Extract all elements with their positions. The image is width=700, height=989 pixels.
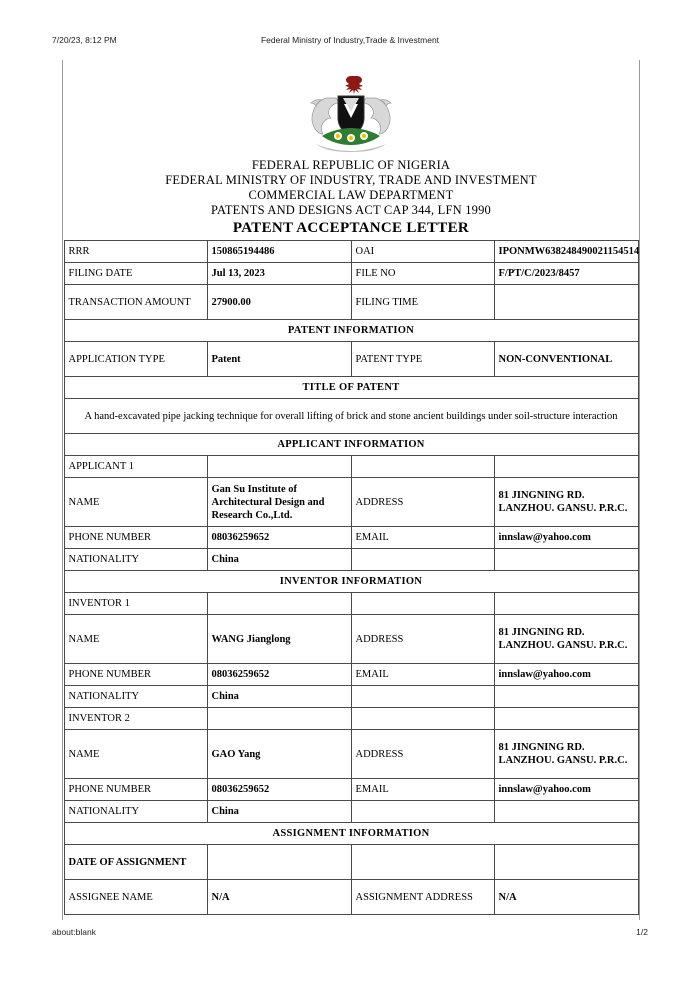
inventor-2-phone-value: 08036259652 — [207, 779, 351, 801]
section-row-assignment-information — [64, 823, 638, 845]
filing-date-value: Jul 13, 2023 — [207, 263, 351, 285]
oai-value: IPONMW638248490021154514 — [494, 241, 638, 263]
table-row-applicant-name — [64, 478, 638, 527]
rrr-label: RRR — [64, 241, 207, 263]
applicant-nationality-blank-d — [494, 549, 638, 571]
assignment-information-section-label: ASSIGNMENT INFORMATION — [64, 823, 638, 845]
inventor-1-nationality-label: NATIONALITY — [64, 686, 207, 708]
table-row-inventor-1-header — [64, 593, 638, 615]
application-type-label: APPLICATION TYPE — [64, 342, 207, 377]
inventor-1-email-value: innslaw@yahoo.com — [494, 664, 638, 686]
heading-line-4: PATENTS AND DESIGNS ACT CAP 344, LFN 1990 — [210, 203, 491, 217]
table-row-inventor-1-name — [64, 615, 638, 664]
inventor-1-blank-b — [207, 593, 351, 615]
print-page-number: 1/2 — [636, 927, 648, 937]
table-row-inventor-2-header — [64, 708, 638, 730]
browser-print-header — [0, 35, 700, 51]
applicant-name-label: NAME — [64, 478, 207, 527]
assignment-address-value: N/A — [494, 880, 638, 915]
transaction-amount-label: TRANSACTION AMOUNT — [64, 285, 207, 320]
inventor-2-blank-d — [494, 708, 638, 730]
browser-print-footer — [0, 927, 700, 941]
applicant-email-label: EMAIL — [351, 527, 494, 549]
title-of-patent-value: A hand-excavated pipe jacking technique for overall lifting of brick and stone ancient buildings under soil-structure interaction — [64, 399, 638, 434]
inventor-2-nationality-blank-d — [494, 801, 638, 823]
inventor-2-email-value: innslaw@yahoo.com — [494, 779, 638, 801]
table-row-title-value — [64, 399, 638, 434]
page-title: PATENT ACCEPTANCE LETTER — [232, 220, 470, 236]
table-row-inventor-2-name — [64, 730, 638, 779]
applicant-name-value: Gan Su Institute of Architectural Design and Research Co.,Ltd. — [207, 478, 351, 527]
title-of-patent-section-label: TITLE OF PATENT — [64, 377, 638, 399]
assignee-name-value: N/A — [207, 880, 351, 915]
table-row-inventor-1-phone — [64, 664, 638, 686]
assignment-address-label: ASSIGNMENT ADDRESS — [351, 880, 494, 915]
table-row-inventor-2-nationality — [64, 801, 638, 823]
date-of-assignment-label: DATE OF ASSIGNMENT — [64, 845, 207, 880]
inventor-2-name-value: GAO Yang — [207, 730, 351, 779]
applicant-1-blank-b — [207, 456, 351, 478]
print-url: about:blank — [52, 927, 96, 937]
applicant-information-section-label: APPLICANT INFORMATION — [64, 434, 638, 456]
filing-date-label: FILING DATE — [64, 263, 207, 285]
applicant-address-value: 81 JINGNING RD. LANZHOU. GANSU. P.R.C. — [494, 478, 638, 527]
table-row-date-of-assignment — [64, 845, 638, 880]
heading-line-2: FEDERAL MINISTRY OF INDUSTRY, TRADE AND INVESTMENT — [165, 173, 537, 187]
rrr-value: 150865194486 — [207, 241, 351, 263]
date-of-assignment-blank-d — [494, 845, 638, 880]
inventor-2-nationality-blank-c — [351, 801, 494, 823]
inventor-1-nationality-blank-c — [351, 686, 494, 708]
file-no-label: FILE NO — [351, 263, 494, 285]
table-row-transaction-amount — [64, 285, 638, 320]
section-row-title-of-patent — [64, 377, 638, 399]
inventor-1-blank-d — [494, 593, 638, 615]
inventor-2-nationality-label: NATIONALITY — [64, 801, 207, 823]
application-type-value: Patent — [207, 342, 351, 377]
table-row-rrr — [64, 241, 638, 263]
table-row-assignee — [64, 880, 638, 915]
print-date: 7/20/23, 8:12 PM — [52, 35, 117, 45]
inventor-2-name-label: NAME — [64, 730, 207, 779]
section-row-inventor-information — [64, 571, 638, 593]
inventor-2-blank-b — [207, 708, 351, 730]
inventor-information-section-label: INVENTOR INFORMATION — [64, 571, 638, 593]
applicant-nationality-label: NATIONALITY — [64, 549, 207, 571]
applicant-nationality-blank-c — [351, 549, 494, 571]
oai-label: OAI — [351, 241, 494, 263]
applicant-phone-value: 08036259652 — [207, 527, 351, 549]
date-of-assignment-value — [207, 845, 351, 880]
section-row-patent-information — [64, 320, 638, 342]
inventor-2-nationality-value: China — [207, 801, 351, 823]
inventor-1-address-label: ADDRESS — [351, 615, 494, 664]
document-heading — [63, 158, 639, 236]
print-page-title: Federal Ministry of Industry,Trade & Investment — [260, 35, 440, 45]
inventor-1-phone-value: 08036259652 — [207, 664, 351, 686]
table-row-applicant-phone — [64, 527, 638, 549]
inventor-2-header: INVENTOR 2 — [64, 708, 207, 730]
patent-type-value: NON-CONVENTIONAL — [494, 342, 638, 377]
table-row-filing-date — [64, 263, 638, 285]
date-of-assignment-blank-c — [351, 845, 494, 880]
inventor-1-header: INVENTOR 1 — [64, 593, 207, 615]
heading-line-3: COMMERCIAL LAW DEPARTMENT — [248, 188, 454, 202]
inventor-2-address-value: 81 JINGNING RD. LANZHOU. GANSU. P.R.C. — [494, 730, 638, 779]
inventor-1-blank-c — [351, 593, 494, 615]
filing-time-label: FILING TIME — [351, 285, 494, 320]
inventor-1-address-value: 81 JINGNING RD. LANZHOU. GANSU. P.R.C. — [494, 615, 638, 664]
applicant-email-value: innslaw@yahoo.com — [494, 527, 638, 549]
table-row-inventor-2-phone — [64, 779, 638, 801]
table-row-application-type — [64, 342, 638, 377]
inventor-2-email-label: EMAIL — [351, 779, 494, 801]
patent-information-section-label: PATENT INFORMATION — [64, 320, 638, 342]
applicant-nationality-value: China — [207, 549, 351, 571]
transaction-amount-value: 27900.00 — [207, 285, 351, 320]
table-row-applicant-header — [64, 456, 638, 478]
inventor-1-email-label: EMAIL — [351, 664, 494, 686]
inventor-1-phone-label: PHONE NUMBER — [64, 664, 207, 686]
coat-of-arms-wrap — [63, 60, 639, 158]
inventor-1-name-value: WANG Jianglong — [207, 615, 351, 664]
table-row-inventor-1-nationality — [64, 686, 638, 708]
applicant-1-blank-c — [351, 456, 494, 478]
document-sheet — [62, 60, 640, 920]
table-row-applicant-nationality — [64, 549, 638, 571]
applicant-address-label: ADDRESS — [351, 478, 494, 527]
patent-details-table — [64, 240, 639, 915]
section-row-applicant-information — [64, 434, 638, 456]
assignee-name-label: ASSIGNEE NAME — [64, 880, 207, 915]
nigeria-coat-of-arms-icon — [286, 74, 416, 157]
inventor-2-address-label: ADDRESS — [351, 730, 494, 779]
applicant-1-header: APPLICANT 1 — [64, 456, 207, 478]
inventor-1-nationality-value: China — [207, 686, 351, 708]
inventor-1-name-label: NAME — [64, 615, 207, 664]
inventor-1-nationality-blank-d — [494, 686, 638, 708]
inventor-2-phone-label: PHONE NUMBER — [64, 779, 207, 801]
inventor-2-blank-c — [351, 708, 494, 730]
filing-time-value — [494, 285, 638, 320]
heading-line-1: FEDERAL REPUBLIC OF NIGERIA — [251, 158, 451, 172]
applicant-1-blank-d — [494, 456, 638, 478]
patent-type-label: PATENT TYPE — [351, 342, 494, 377]
file-no-value: F/PT/C/2023/8457 — [494, 263, 638, 285]
applicant-phone-label: PHONE NUMBER — [64, 527, 207, 549]
